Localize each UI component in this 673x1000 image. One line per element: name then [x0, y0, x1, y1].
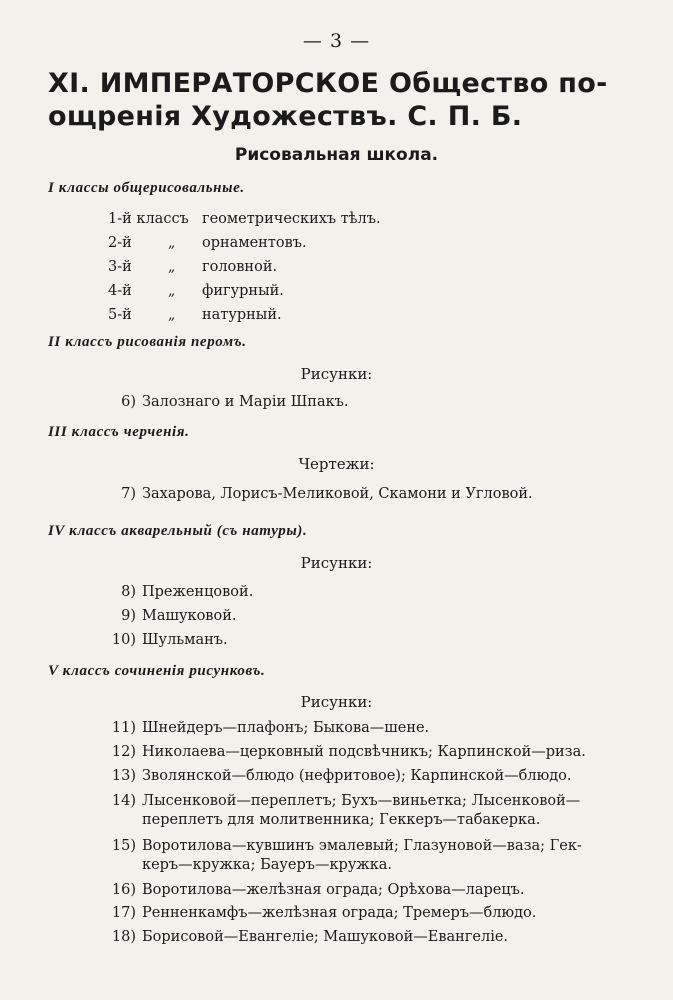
item-number: 6): [121, 394, 136, 410]
item-number: 18): [111, 929, 136, 945]
class-row-value: головной.: [202, 259, 278, 275]
section-3-title: III классъ черченія.: [48, 424, 190, 440]
item-text: Захарова, Лорисъ-Меликовой, Скамони и Угловой.: [142, 486, 533, 502]
class-row-value: фигурный.: [202, 283, 284, 299]
item-number: 9): [121, 608, 136, 624]
item-number: 14): [111, 793, 136, 809]
list-item-continuation: керъ—кружка; Бауеръ—кружка.: [142, 857, 393, 873]
item-text: Лысенковой—переплетъ; Бухъ—виньетка; Лысенковой—: [142, 793, 581, 809]
section-2-label: Рисунки:: [300, 365, 373, 383]
item-number: 13): [111, 768, 136, 784]
section-3-label: Чертежи:: [298, 455, 375, 473]
section-4-title: IV классъ акварельный (съ натуры).: [48, 523, 308, 539]
item-number: 16): [111, 882, 136, 898]
heading-line-1: XI. ИМПЕРАТОРСКОЕ Общество по-: [48, 68, 608, 99]
ditto-mark: „: [168, 307, 176, 323]
class-row-label: 4-й: [108, 283, 132, 299]
item-text: Воротилова—кувшинъ эмалевый; Глазуновой—ваза; Гек-: [142, 838, 582, 854]
list-item: [108, 608, 236, 624]
section-1-title: I классы общерисовальные.: [48, 180, 245, 196]
heading-line-2: ощренія Художествъ. С. П. Б.: [48, 101, 523, 132]
list-item: [108, 720, 429, 736]
item-text: Николаева—церковный подсвѣчникъ; Карпинской—риза.: [142, 744, 586, 760]
list-item: [108, 905, 536, 921]
section-5-label: Рисунки:: [300, 693, 373, 711]
item-text: Воротилова—желѣзная ограда; Орѣхова—ларецъ.: [142, 882, 525, 898]
list-item: [108, 929, 508, 945]
class-row-value: геометрическихъ тѣлъ.: [202, 211, 381, 227]
item-number: 10): [111, 632, 136, 648]
section-2-title: II классъ рисованія перомъ.: [48, 334, 247, 350]
class-row-value: орнаментовъ.: [202, 235, 307, 251]
section-5-title: V классъ сочиненія рисунковъ.: [48, 663, 266, 679]
page-number: — 3 —: [302, 30, 371, 52]
item-text: Зволянской—блюдо (нефритовое); Карпинской—блюдо.: [142, 768, 572, 784]
item-text: Ренненкамфъ—желѣзная ограда; Тремеръ—блюдо.: [142, 905, 537, 921]
class-row-value: натурный.: [202, 307, 282, 323]
item-number: 8): [121, 584, 136, 600]
item-text: Шнейдеръ—плафонъ; Быкова—шене.: [142, 720, 430, 736]
list-item: [108, 793, 580, 809]
item-number: 11): [111, 720, 136, 736]
class-row-label: 2-й: [108, 235, 132, 251]
item-text: Залознаго и Маріи Шпакъ.: [142, 394, 349, 410]
list-item: [108, 394, 348, 410]
section-4-label: Рисунки:: [300, 554, 373, 572]
school-title: Рисовальная школа.: [234, 145, 439, 165]
item-number: 7): [121, 486, 136, 502]
item-text: Шульманъ.: [142, 632, 228, 648]
ditto-mark: „: [168, 283, 176, 299]
list-item: [108, 632, 228, 648]
item-text: Борисовой—Евангеліе; Машуковой—Евангеліе.: [142, 929, 509, 945]
list-item: [108, 882, 525, 898]
list-item: [108, 838, 582, 854]
ditto-mark: „: [168, 259, 176, 275]
item-number: 17): [111, 905, 136, 921]
list-item: [108, 768, 572, 784]
item-number: 12): [111, 744, 136, 760]
list-item: [108, 486, 533, 502]
ditto-mark: „: [168, 235, 176, 251]
class-row-label: 1-й классъ: [108, 211, 189, 227]
item-text: Преженцовой.: [142, 584, 254, 600]
class-row-label: 5-й: [108, 307, 132, 323]
item-number: 15): [111, 838, 136, 854]
item-text: Машуковой.: [142, 608, 237, 624]
class-row-label: 3-й: [108, 259, 132, 275]
list-item: [108, 744, 586, 760]
list-item: [108, 584, 253, 600]
list-item-continuation: переплетъ для молитвенника; Геккеръ—табакерка.: [142, 812, 541, 828]
